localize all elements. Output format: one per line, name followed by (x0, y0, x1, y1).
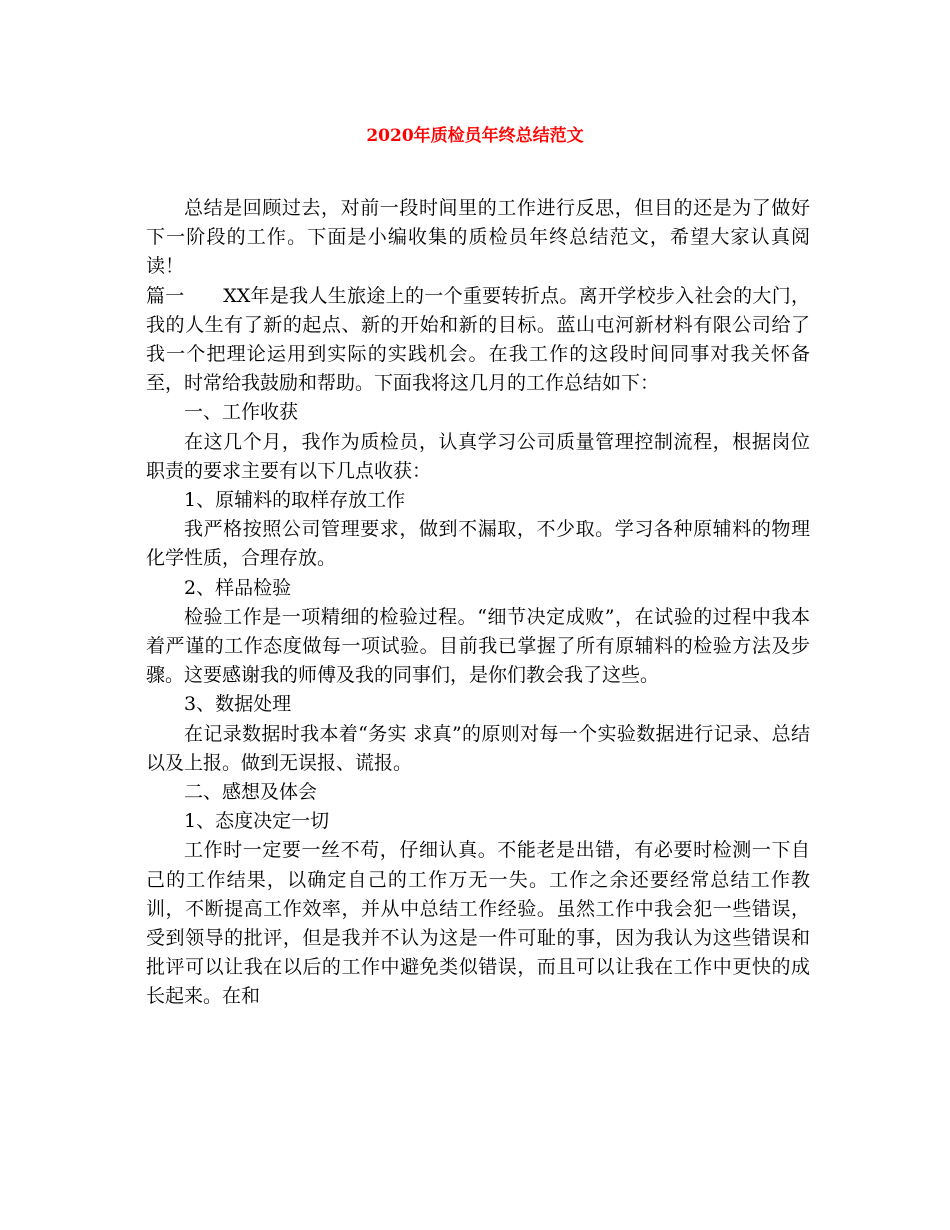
attitude-paragraph: 工作时一定要一丝不苟，仔细认真。不能老是出错，有必要时检测一下自己的工作结果，以确定自己的工作万无一失。工作之余还要经常总结工作教训，不断提高工作效率，并从中总结工作经验。虽然工作中我会犯一些错误，受到领导的批评，但是我并不认为这是一件可耻的事，因为我认为这些错误和批评可以让我在以后的工作中避免类似错误，而且可以让我在工作中更快的成长起来。在和 (146, 839, 810, 1008)
data-processing-paragraph: 在记录数据时我本着“务实 求真”的原则对每一个实验数据进行记录、总结以及上报。做到无误报、谎报。 (146, 722, 810, 774)
heading-sampling-storage: 1、原辅料的取样存放工作 (184, 489, 406, 512)
section-one-opening-paragraph: 篇一 XX年是我人生旅途上的一个重要转折点。离开学校步入社会的大门，我的人生有了新的起点、新的开始和新的目标。蓝山屯河新材料有限公司给了我一个把理论运用到实际的实践机会。在我工作的这段时间同事对我关怀备至，时常给我鼓励和帮助。下面我将这几月的工作总结如下： (146, 284, 810, 395)
document-body (146, 194, 810, 1012)
sampling-storage-paragraph: 我严格按照公司管理要求，做到不漏取，不少取。学习各种原辅料的物理化学性质，合理存放。 (146, 518, 810, 570)
heading-work-gains: 一、工作收获 (184, 401, 299, 424)
heading-data-processing: 3、数据处理 (184, 693, 292, 716)
work-gains-paragraph: 在这几个月，我作为质检员，认真学习公司质量管理控制流程，根据岗位职责的要求主要有以下几点收获： (146, 430, 810, 482)
heading-reflections: 二、感想及体会 (184, 781, 318, 804)
heading-attitude: 1、态度决定一切 (184, 810, 330, 833)
intro-paragraph: 总结是回顾过去，对前一段时间里的工作进行反思，但目的还是为了做好下一阶段的工作。下面是小编收集的质检员年终总结范文，希望大家认真阅读！ (146, 197, 810, 278)
heading-sample-inspection: 2、样品检验 (184, 576, 292, 599)
document-title: 2020年质检员年终总结范文 (366, 126, 584, 146)
sample-inspection-paragraph: 检验工作是一项精细的检验过程。“细节决定成败”，在试验的过程中我本着严谨的工作态度做每一项试验。目前我已掌握了所有原辅料的检验方法及步骤。这要感谢我的师傅及我的同事们，是你们教会我了这些。 (146, 605, 810, 687)
